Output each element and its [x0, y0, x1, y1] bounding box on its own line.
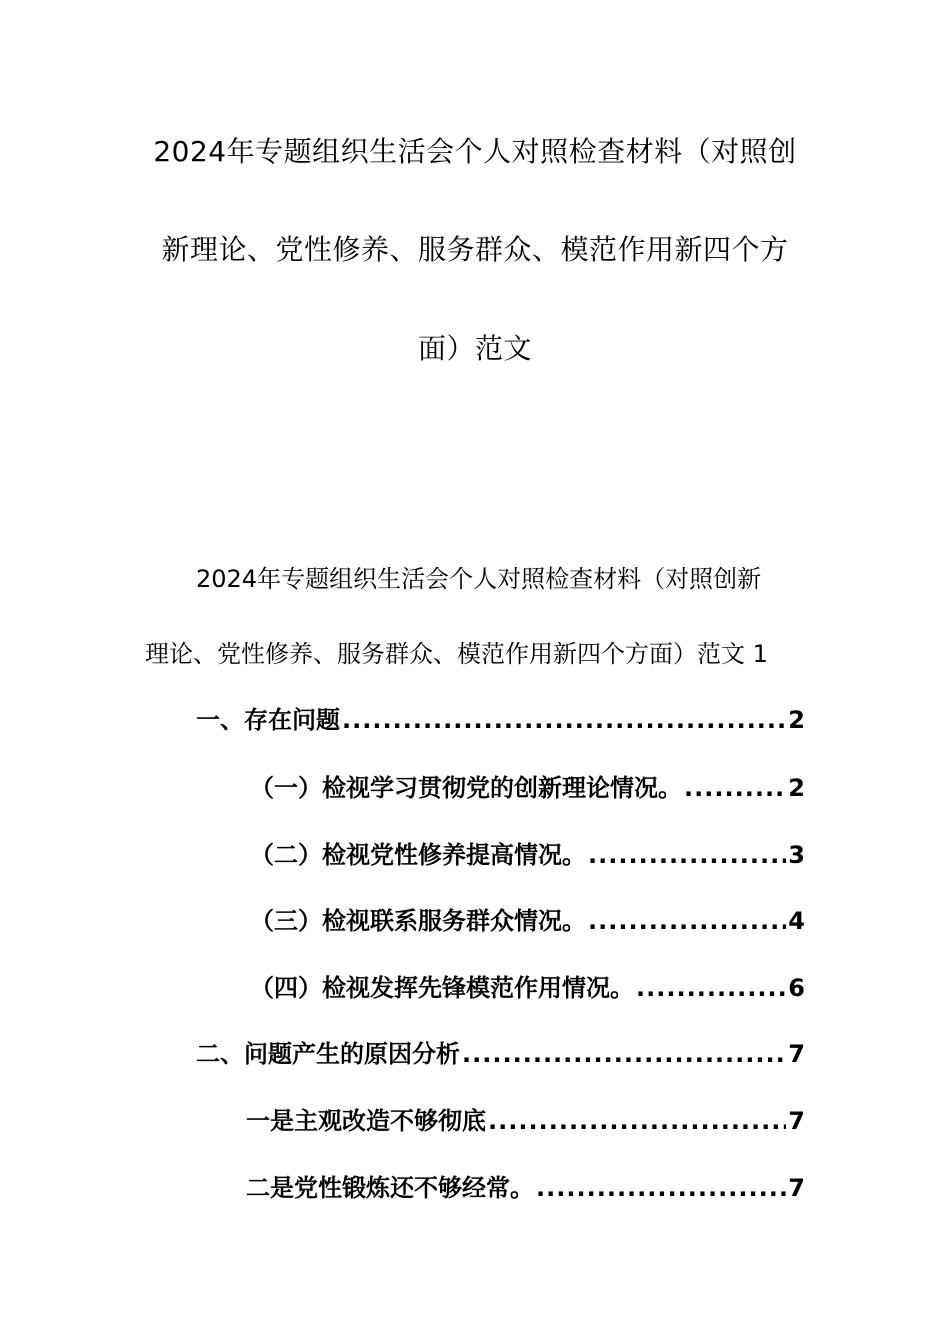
toc-entry-label: （二）检视党性修养提高情况。: [250, 841, 586, 869]
toc-entry-title-line-2[interactable]: 理论、党性修养、服务群众、模范作用新四个方面）范文 1: [145, 640, 768, 668]
document-title-line-3: 面）范文: [417, 332, 532, 365]
toc-page-number: 2: [788, 774, 805, 802]
toc-dot-leader: [684, 771, 786, 805]
toc-page-number: 2: [788, 706, 805, 734]
toc-page-number: 4: [788, 907, 805, 935]
toc-entry-label: （三）检视联系服务群众情况。: [250, 907, 586, 935]
toc-dot-leader: [488, 1104, 786, 1138]
toc-dot-leader: [536, 1171, 786, 1205]
toc-entry-subsection-3[interactable]: [250, 904, 805, 938]
toc-entry-subsection-2[interactable]: [250, 838, 805, 872]
toc-page-number: 3: [788, 841, 805, 869]
toc-entry-label: （一）检视学习贯彻党的创新理论情况。: [250, 774, 682, 802]
toc-entry-cause-2[interactable]: [246, 1171, 805, 1205]
toc-page-number: 6: [788, 974, 805, 1002]
toc-entry-label: 二是党性锻炼还不够经常。: [246, 1174, 534, 1202]
toc-page-number: 7: [788, 1040, 805, 1068]
toc-entry-subsection-4[interactable]: [250, 971, 805, 1005]
toc-dot-leader: [588, 904, 786, 938]
toc-dot-leader: [462, 1037, 786, 1071]
toc-dot-leader: [636, 971, 786, 1005]
toc-entry-label: 一、存在问题: [196, 706, 340, 734]
toc-dot-leader: [588, 838, 786, 872]
toc-entry-label: 二、问题产生的原因分析: [196, 1040, 460, 1068]
toc-entry-label: 一是主观改造不够彻底: [246, 1107, 486, 1135]
toc-dot-leader: [342, 703, 786, 737]
document-title-line-1: 2024年专题组织生活会个人对照检查材料（对照创: [153, 135, 797, 168]
toc-entry-cause-1[interactable]: [246, 1104, 805, 1138]
document-title-line-2: 新理论、党性修养、服务群众、模范作用新四个方: [161, 233, 789, 266]
toc-page-number: 7: [788, 1107, 805, 1135]
toc-entry-title-line-1[interactable]: 2024年专题组织生活会个人对照检查材料（对照创新: [196, 565, 762, 593]
toc-entry-section-1[interactable]: [196, 703, 805, 737]
toc-entry-section-2[interactable]: [196, 1037, 805, 1071]
toc-entry-subsection-1[interactable]: [250, 771, 805, 805]
toc-entry-label: （四）检视发挥先锋模范作用情况。: [250, 974, 634, 1002]
toc-page-number: 7: [788, 1174, 805, 1202]
